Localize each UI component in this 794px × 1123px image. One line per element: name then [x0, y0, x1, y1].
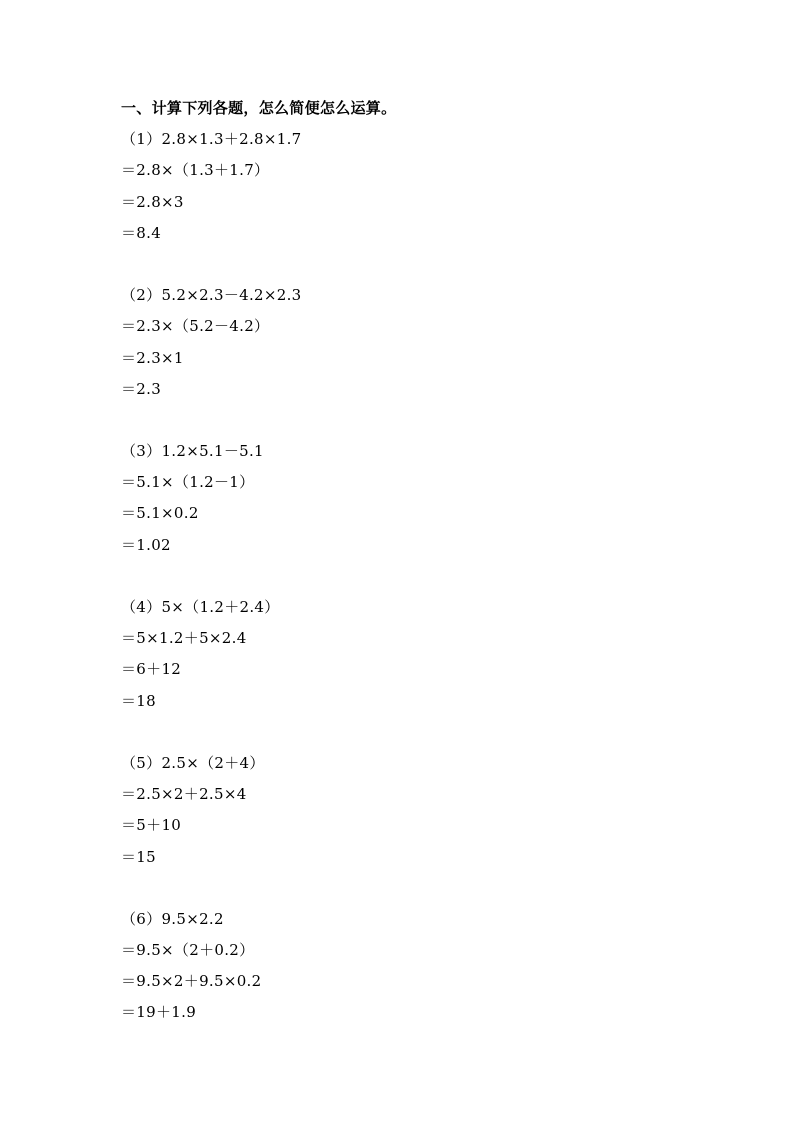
- spacer: [121, 405, 681, 436]
- problem-4: [121, 592, 681, 717]
- problem-2-answer: ＝2.3: [121, 379, 162, 398]
- problem-1-step-2: ＝2.8×3: [121, 192, 184, 211]
- problem-6-step-2: ＝9.5×2＋9.5×0.2: [121, 972, 262, 991]
- spacer: [121, 873, 681, 904]
- problem-3-step-1: ＝5.1×（1.2－1）: [121, 473, 255, 492]
- problem-5-question: （5）2.5×（2＋4）: [121, 753, 265, 772]
- problem-1-answer: ＝8.4: [121, 223, 162, 242]
- problem-1-step-1: ＝2.8×（1.3＋1.7）: [121, 161, 270, 180]
- problem-5: [121, 748, 681, 873]
- problem-6-step-1: ＝9.5×（2＋0.2）: [121, 941, 255, 960]
- problem-6-question: （6）9.5×2.2: [121, 909, 224, 928]
- problem-6-step-3: ＝19＋1.9: [121, 1003, 197, 1022]
- problem-2-step-1: ＝2.3×（5.2－4.2）: [121, 317, 270, 336]
- problem-1: [121, 124, 681, 249]
- section-heading: 一、计算下列各题，怎么简便怎么运算。: [121, 99, 397, 117]
- problem-3-answer: ＝1.02: [121, 535, 171, 554]
- worksheet-content: [121, 93, 681, 1029]
- problem-5-step-1: ＝2.5×2＋2.5×4: [121, 785, 247, 804]
- spacer: [121, 249, 681, 280]
- problem-2-question: （2）5.2×2.3－4.2×2.3: [121, 286, 302, 305]
- problem-1-question: （1）2.8×1.3＋2.8×1.7: [121, 130, 302, 149]
- problem-3-step-2: ＝5.1×0.2: [121, 504, 199, 523]
- problem-4-step-2: ＝6＋12: [121, 660, 182, 679]
- problem-4-answer: ＝18: [121, 691, 156, 710]
- problem-4-step-1: ＝5×1.2＋5×2.4: [121, 629, 247, 648]
- problem-2: [121, 280, 681, 405]
- problem-6: [121, 904, 681, 1029]
- problem-3: [121, 436, 681, 561]
- problem-3-question: （3）1.2×5.1－5.1: [121, 442, 264, 461]
- problem-4-question: （4）5×（1.2＋2.4）: [121, 598, 280, 616]
- spacer: [121, 717, 681, 748]
- problem-5-step-2: ＝5＋10: [121, 816, 182, 835]
- spacer: [121, 561, 681, 592]
- problem-2-step-2: ＝2.3×1: [121, 348, 184, 367]
- problem-5-answer: ＝15: [121, 847, 156, 866]
